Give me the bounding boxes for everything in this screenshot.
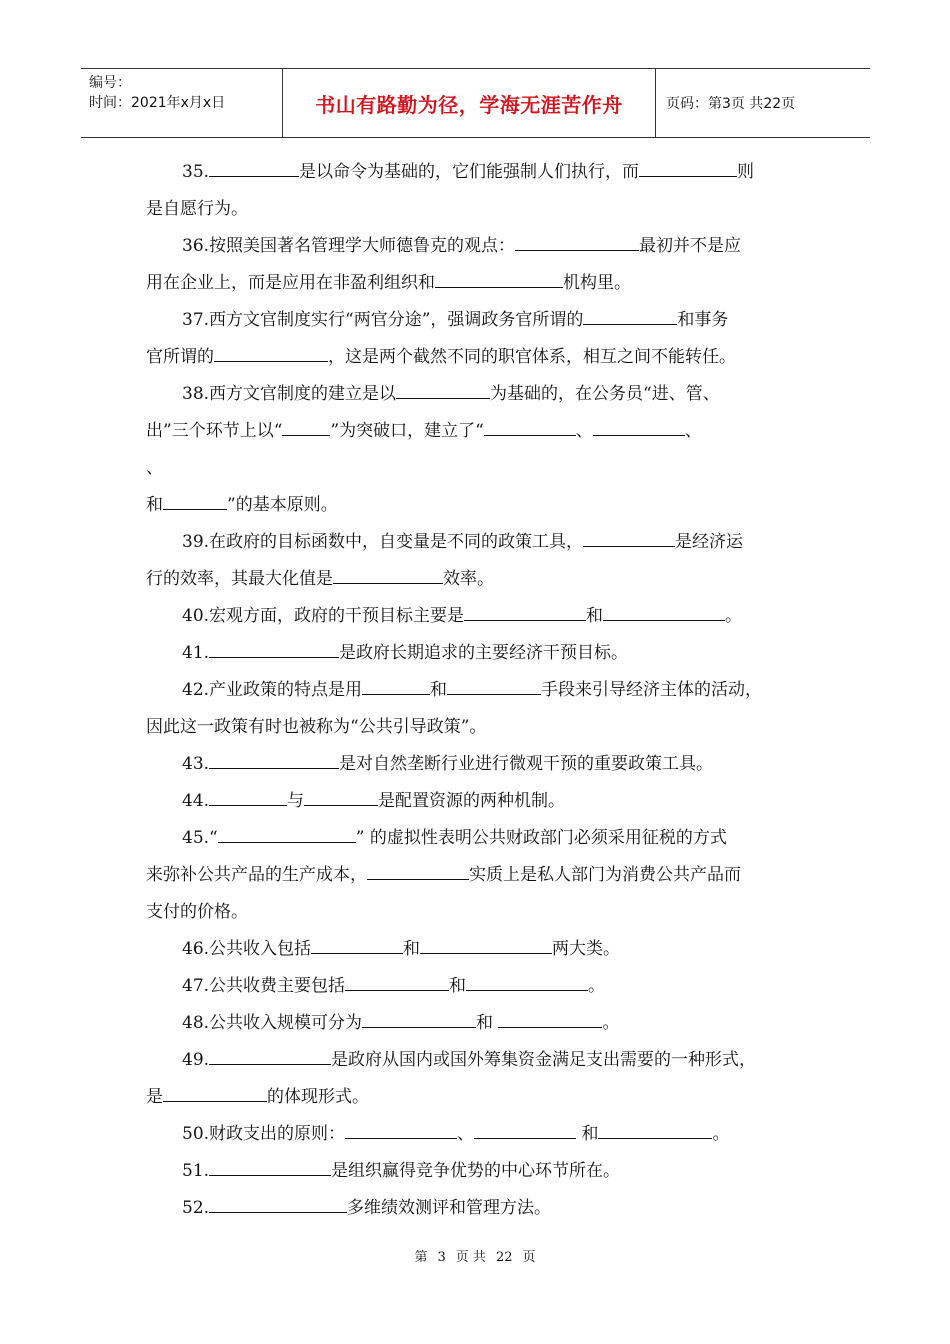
question-line-40: [146, 598, 810, 635]
question-text: 实质上是私人部门为消费公共产品而: [469, 865, 741, 885]
question-text: 和: [576, 1124, 599, 1144]
answer-blank: [420, 939, 552, 954]
answer-blank: [218, 828, 356, 843]
question-line-37b: [146, 339, 810, 376]
question-line-44: [146, 783, 810, 820]
question-text: 因此这一政策有时也被称为“公共引导政策”。: [146, 717, 487, 737]
page-footer: [0, 1246, 950, 1265]
question-text: 50.财政支出的原则：: [182, 1124, 346, 1144]
question-line-49b: [146, 1079, 810, 1116]
question-text: 的体现形式。: [267, 1087, 369, 1107]
answer-blank: [498, 1013, 602, 1028]
question-line-50: [146, 1116, 810, 1153]
question-line-35b: [146, 191, 810, 228]
question-line-51: [146, 1153, 810, 1190]
question-line-36a: [146, 228, 810, 265]
answer-blank: [209, 1198, 347, 1213]
footer-page-number: 3: [437, 1250, 446, 1265]
question-text: 。: [602, 1013, 620, 1033]
question-line-49a: [146, 1042, 810, 1079]
question-text: 、: [684, 421, 702, 441]
answer-blank: [447, 680, 541, 695]
question-text: 49.: [182, 1050, 210, 1070]
question-text: 40.宏观方面，政府的干预目标主要是: [182, 606, 465, 626]
footer-page-mid: 页 共: [455, 1250, 486, 1265]
question-text: 手段来引导经济主体的活动，: [541, 680, 763, 700]
question-text: 37.西方文官制度实行“两官分途”，强调政务官所谓的: [182, 310, 584, 330]
question-text: 出”三个环节上以“: [146, 421, 283, 441]
footer-page-total: 22: [495, 1250, 513, 1265]
question-text: 是政府从国内或国外筹集资金满足支出需要的一种形式，: [331, 1050, 757, 1070]
question-text: 、: [146, 458, 163, 478]
answer-blank: [466, 976, 588, 991]
question-text: 来弥补公共产品的生产成本，: [146, 865, 367, 885]
question-text: ”为突破口，建立了“: [330, 421, 484, 441]
answer-blank: [209, 162, 299, 177]
question-text: 和: [586, 606, 604, 626]
question-text: 42.产业政策的特点是用: [182, 680, 363, 700]
question-text: 44.: [182, 791, 210, 811]
header-page-info: 页码：第3页 共22页: [666, 96, 796, 112]
question-line-38b: [146, 413, 810, 450]
question-text: 则: [737, 162, 755, 182]
header-motto-cell: [283, 69, 656, 137]
answer-blank: [362, 680, 430, 695]
answer-blank: [282, 421, 330, 436]
question-text: 效率。: [443, 569, 494, 589]
answer-blank: [583, 310, 677, 325]
question-text: 是政府长期追求的主要经济干预目标。: [339, 643, 629, 663]
answer-blank: [515, 236, 639, 251]
answer-blank: [593, 421, 685, 436]
question-list: [146, 154, 810, 1227]
question-text: 和: [449, 976, 467, 996]
question-text: 是: [146, 1087, 163, 1107]
answer-blank: [484, 421, 576, 436]
answer-blank: [163, 495, 227, 510]
question-text: 35.: [182, 162, 210, 182]
question-text: 、: [575, 421, 593, 441]
question-text: ，这是两个截然不同的职官体系，相互之间不能转任。: [328, 347, 736, 367]
answer-blank: [209, 1050, 331, 1065]
question-line-47: [146, 968, 810, 1005]
question-line-45c: [146, 894, 810, 931]
question-line-48: [146, 1005, 810, 1042]
question-text: 41.: [182, 643, 210, 663]
question-text: 48.公共收入规模可分为: [182, 1013, 363, 1033]
question-text: 行的效率，其最大化值是: [146, 569, 333, 589]
question-line-39b: [146, 561, 810, 598]
answer-blank: [163, 1087, 267, 1102]
answer-blank: [209, 1161, 331, 1176]
question-text: 46.公共收入包括: [182, 939, 312, 959]
question-text: 为基础的，在公务员“进、管、: [490, 384, 720, 404]
question-text: 。: [712, 1124, 730, 1144]
answer-blank: [583, 532, 675, 547]
question-text: 和: [476, 1013, 499, 1033]
question-text: ” 的虚拟性表明公共财政部门必须采用征税的方式: [355, 828, 727, 848]
document-date: 时间：2021年x月x日: [89, 95, 226, 111]
answer-blank: [311, 939, 403, 954]
question-text: 用在企业上，而是应用在非盈利组织和: [146, 273, 435, 293]
question-text: 。: [725, 606, 743, 626]
question-line-38a: [146, 376, 810, 413]
question-line-37a: [146, 302, 810, 339]
question-text: 和: [146, 495, 163, 515]
question-line-39a: [146, 524, 810, 561]
question-line-45a: [146, 820, 810, 857]
question-text: 和事务: [677, 310, 729, 330]
answer-blank: [333, 569, 443, 584]
question-text: 43.: [182, 754, 210, 774]
page-header: [81, 68, 870, 138]
answer-blank: [474, 1124, 576, 1139]
question-text: 36.按照美国著名管理学大师德鲁克的观点：: [182, 236, 516, 256]
question-text: 52.: [182, 1198, 210, 1218]
question-text: 与: [287, 791, 305, 811]
question-line-41: [146, 635, 810, 672]
question-text: 是以命令为基础的，它们能强制人们执行，而: [299, 162, 640, 182]
question-text: 多维绩效测评和管理方法。: [347, 1198, 552, 1218]
question-text: 官所谓的: [146, 347, 214, 367]
answer-blank: [464, 606, 586, 621]
answer-blank: [396, 384, 490, 399]
question-text: 支付的价格。: [146, 902, 248, 922]
answer-blank: [639, 162, 737, 177]
answer-blank: [209, 791, 287, 806]
question-text: 。: [588, 976, 606, 996]
question-line-35a: [146, 154, 810, 191]
header-motto: 书山有路勤为径，学海无涯苦作舟: [315, 92, 623, 117]
question-text: 和: [430, 680, 448, 700]
question-line-42b: [146, 709, 810, 746]
answer-blank: [435, 273, 563, 288]
document-number-label: 编号：: [89, 75, 131, 91]
question-text: 是对自然垄断行业进行微观干预的重要政策工具。: [339, 754, 714, 774]
question-line-52: [146, 1190, 810, 1227]
question-text: 39.在政府的目标函数中，自变量是不同的政策工具，: [182, 532, 584, 552]
question-text: 45.“: [182, 828, 218, 848]
answer-blank: [214, 347, 328, 362]
question-text: 51.: [182, 1161, 210, 1181]
question-text: 两大类。: [552, 939, 621, 959]
question-line-38c: [146, 450, 810, 487]
question-line-43: [146, 746, 810, 783]
question-text: 38.西方文官制度的建立是以: [182, 384, 397, 404]
question-text: 机构里。: [563, 273, 631, 293]
header-meta: [81, 69, 283, 137]
question-text: 是经济运: [675, 532, 744, 552]
answer-blank: [209, 754, 339, 769]
question-text: 最初并不是应: [639, 236, 742, 256]
question-text: 47.公共收费主要包括: [182, 976, 346, 996]
answer-blank: [362, 1013, 476, 1028]
answer-blank: [304, 791, 378, 806]
question-line-45b: [146, 857, 810, 894]
question-text: 是自愿行为。: [146, 199, 248, 219]
question-text: ”的基本原则。: [227, 495, 338, 515]
answer-blank: [367, 865, 469, 880]
answer-blank: [345, 1124, 457, 1139]
answer-blank: [345, 976, 449, 991]
answer-blank: [209, 643, 339, 658]
question-text: 、: [457, 1124, 475, 1144]
question-line-38d: [146, 487, 810, 524]
question-text: 是组织赢得竞争优势的中心环节所在。: [331, 1161, 621, 1181]
question-line-42a: [146, 672, 810, 709]
question-text: 是配置资源的两种机制。: [378, 791, 566, 811]
answer-blank: [598, 1124, 712, 1139]
footer-page-prefix: 第: [414, 1250, 428, 1265]
footer-page-suffix: 页: [522, 1250, 536, 1265]
question-line-36b: [146, 265, 810, 302]
question-line-46: [146, 931, 810, 968]
answer-blank: [603, 606, 725, 621]
question-text: 和: [403, 939, 421, 959]
